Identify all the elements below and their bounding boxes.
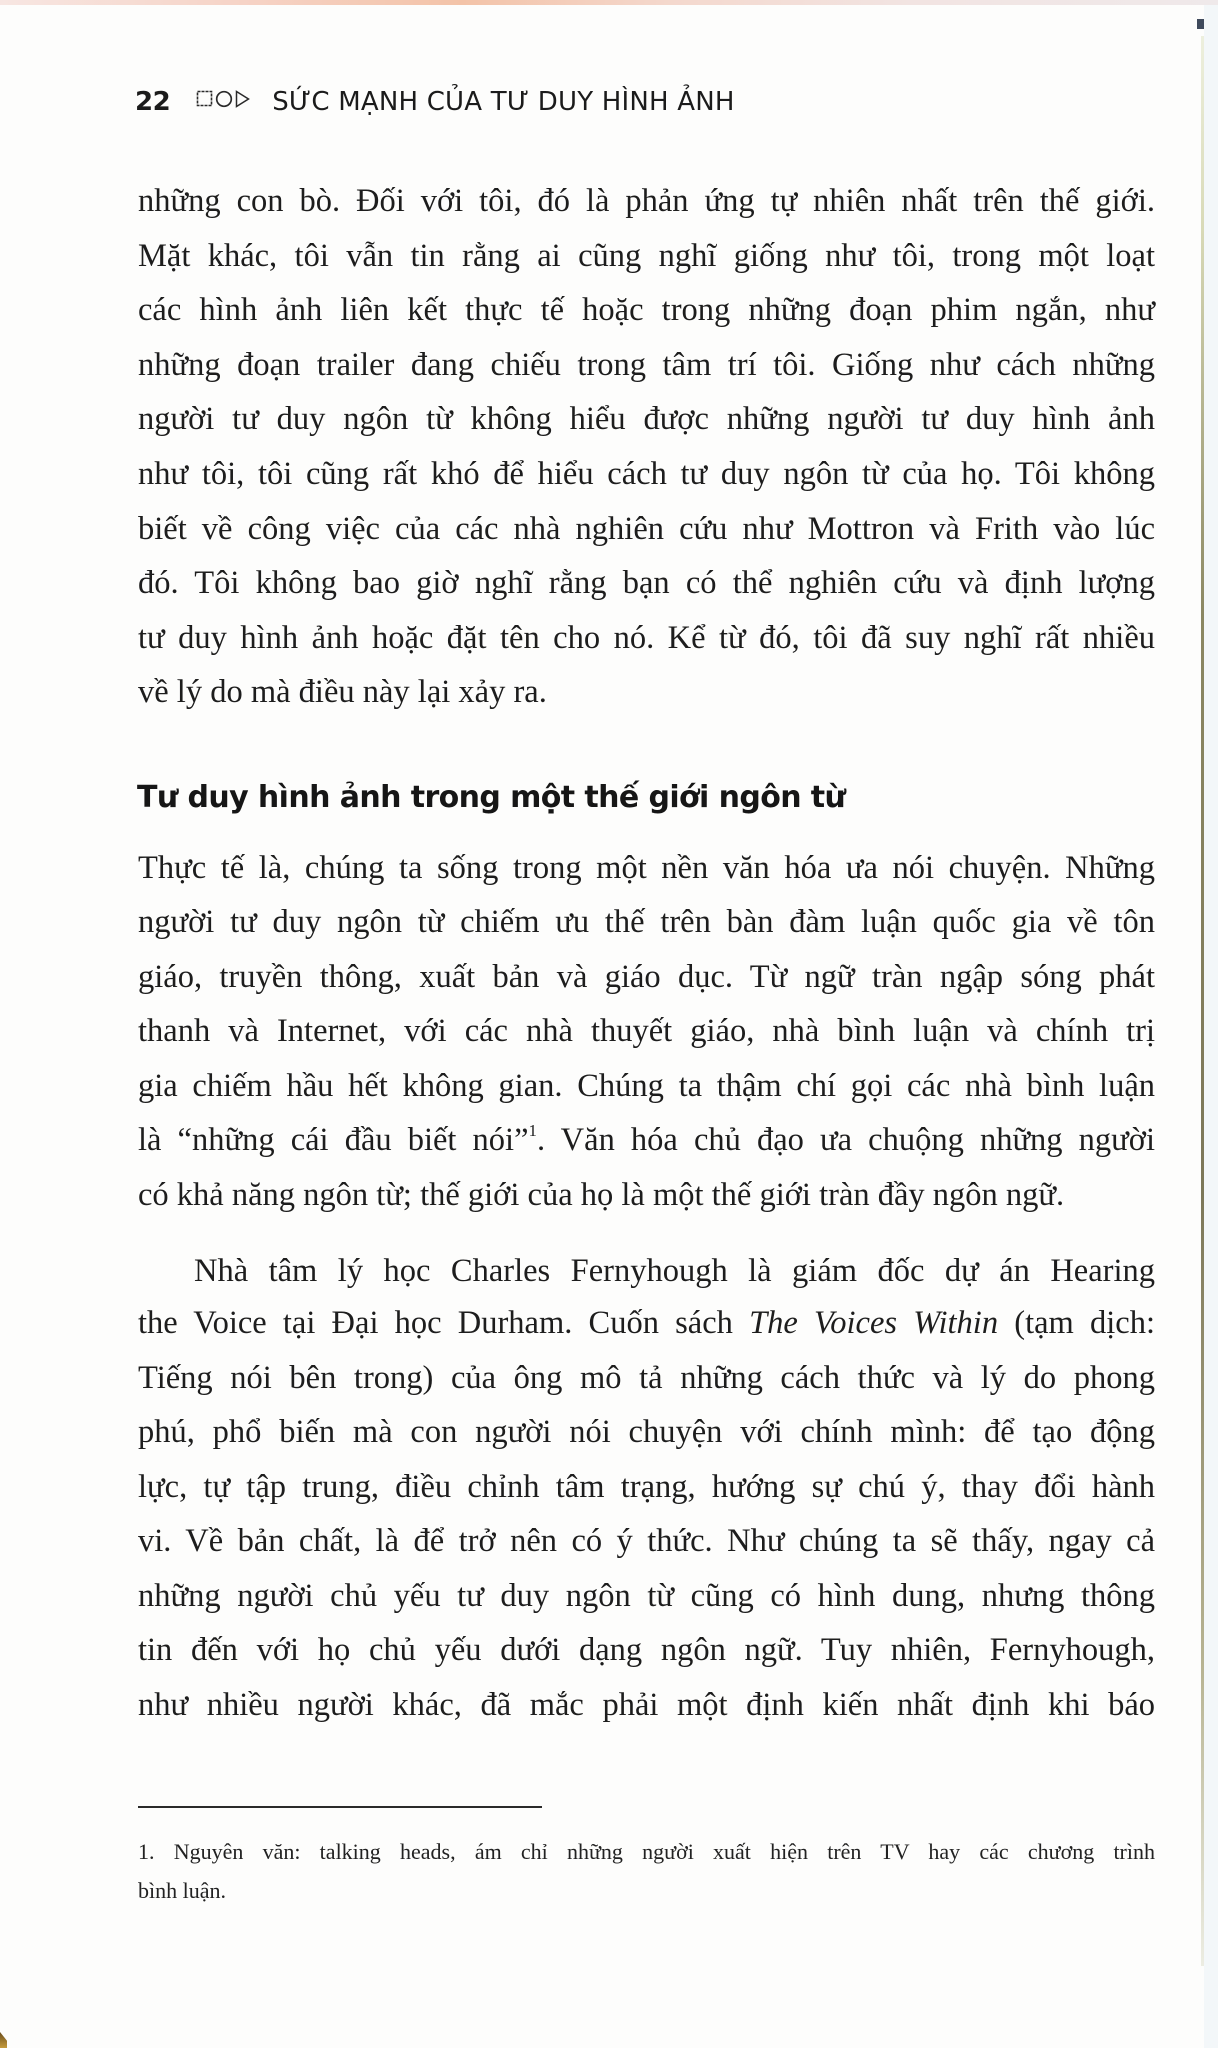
text-line: có khả năng ngôn từ; thế giới của họ là một thế giới tràn đầy ngôn ngữ. — [138, 1177, 1065, 1213]
triangle-icon — [235, 90, 250, 108]
text-line: những người chủ yếu tư duy ngôn từ cũng có hình dung, nhưng thông — [138, 1578, 1155, 1614]
text-line: Tiếng nói bên trong) của ông mô tả những cách thức và lý do phong — [138, 1360, 1155, 1396]
text-run: the Voice tại Đại học Durham. Cuốn sách — [138, 1305, 750, 1341]
section-heading: Tư duy hình ảnh trong một thế giới ngôn từ — [137, 780, 846, 815]
corner-mark — [1197, 19, 1204, 29]
bottom-corner-mark — [0, 2032, 7, 2048]
text-line: về lý do mà điều này lại xảy ra. — [138, 674, 547, 710]
text-line: như tôi, tôi cũng rất khó để hiểu cách tư duy ngôn từ của họ. Tôi không — [138, 456, 1155, 492]
text-run: . Văn hóa chủ đạo ưa chuộng những người — [537, 1122, 1155, 1158]
text-line: tin đến với họ chủ yếu dưới dạng ngôn ngữ. Tuy nhiên, Fernyhough, — [138, 1632, 1155, 1668]
text-line: gia chiếm hầu hết không gian. Chúng ta thậm chí gọi các nhà bình luận — [138, 1068, 1155, 1104]
text-line: thanh và Internet, với các nhà thuyết giáo, nhà bình luận và chính trị — [138, 1013, 1155, 1049]
text-line: tư duy hình ảnh hoặc đặt tên cho nó. Kể từ đó, tôi đã suy nghĩ rất nhiều — [138, 620, 1155, 656]
text-line: vi. Về bản chất, là để trở nên có ý thức. Như chúng ta sẽ thấy, ngay cả — [138, 1523, 1155, 1559]
text-line: các hình ảnh liên kết thực tế hoặc trong những đoạn phim ngắn, như — [138, 292, 1155, 328]
text-line-with-book-title — [138, 1303, 1155, 1343]
text-line: đó. Tôi không bao giờ nghĩ rằng bạn có thể nghiên cứu và định lượng — [138, 565, 1155, 601]
text-line: Mặt khác, tôi vẫn tin rằng ai cũng nghĩ giống như tôi, trong một loạt — [138, 238, 1155, 274]
text-line: giáo, truyền thông, xuất bản và giáo dục. Từ ngữ tràn ngập sóng phát — [138, 959, 1155, 995]
page-edge-line — [1201, 36, 1204, 1966]
footnote-line: bình luận. — [138, 1878, 226, 1903]
text-line: phú, phổ biến mà con người nói chuyện với chính mình: để tạo động — [138, 1414, 1155, 1450]
page-number: 22 — [135, 87, 171, 117]
running-title: SỨC MẠNH CỦA TƯ DUY HÌNH ẢNH — [272, 87, 735, 117]
text-line: người tư duy ngôn từ không hiểu được những người tư duy hình ảnh — [138, 401, 1155, 437]
circle-icon — [215, 90, 233, 108]
text-line: những con bò. Đối với tôi, đó là phản ứng tự nhiên nhất trên thế giới. — [138, 183, 1155, 219]
text-line: Nhà tâm lý học Charles Fernyhough là giám đốc dự án Hearing — [194, 1253, 1155, 1289]
footnote-divider — [138, 1806, 542, 1808]
footnote-line: 1. Nguyên văn: talking heads, ám chỉ những người xuất hiện trên TV hay các chương trình — [138, 1839, 1155, 1864]
right-margin-strip — [1204, 5, 1218, 2048]
book-title: The Voices Within — [749, 1305, 999, 1341]
footnote-reference[interactable]: 1 — [528, 1121, 538, 1140]
text-line-with-footnote-ref — [138, 1120, 1155, 1160]
text-run: (tạm dịch: — [998, 1305, 1155, 1341]
text-line: người tư duy ngôn từ chiếm ưu thế trên bàn đàm luận quốc gia về tôn — [138, 904, 1155, 940]
top-edge-strip — [0, 0, 1218, 5]
text-line: biết về công việc của các nhà nghiên cứu như Mottron và Frith vào lúc — [138, 511, 1155, 547]
header-icons — [196, 90, 250, 108]
running-header — [135, 87, 735, 119]
text-line: lực, tự tập trung, điều chỉnh tâm trạng, hướng sự chú ý, thay đổi hành — [138, 1469, 1155, 1505]
text-line: Thực tế là, chúng ta sống trong một nền văn hóa ưa nói chuyện. Những — [138, 850, 1155, 886]
text-run: là “những cái đầu biết nói” — [138, 1122, 529, 1158]
square-icon — [196, 90, 213, 107]
text-line: những đoạn trailer đang chiếu trong tâm trí tôi. Giống như cách những — [138, 347, 1155, 383]
text-line: như nhiều người khác, đã mắc phải một định kiến nhất định khi báo — [138, 1687, 1155, 1723]
